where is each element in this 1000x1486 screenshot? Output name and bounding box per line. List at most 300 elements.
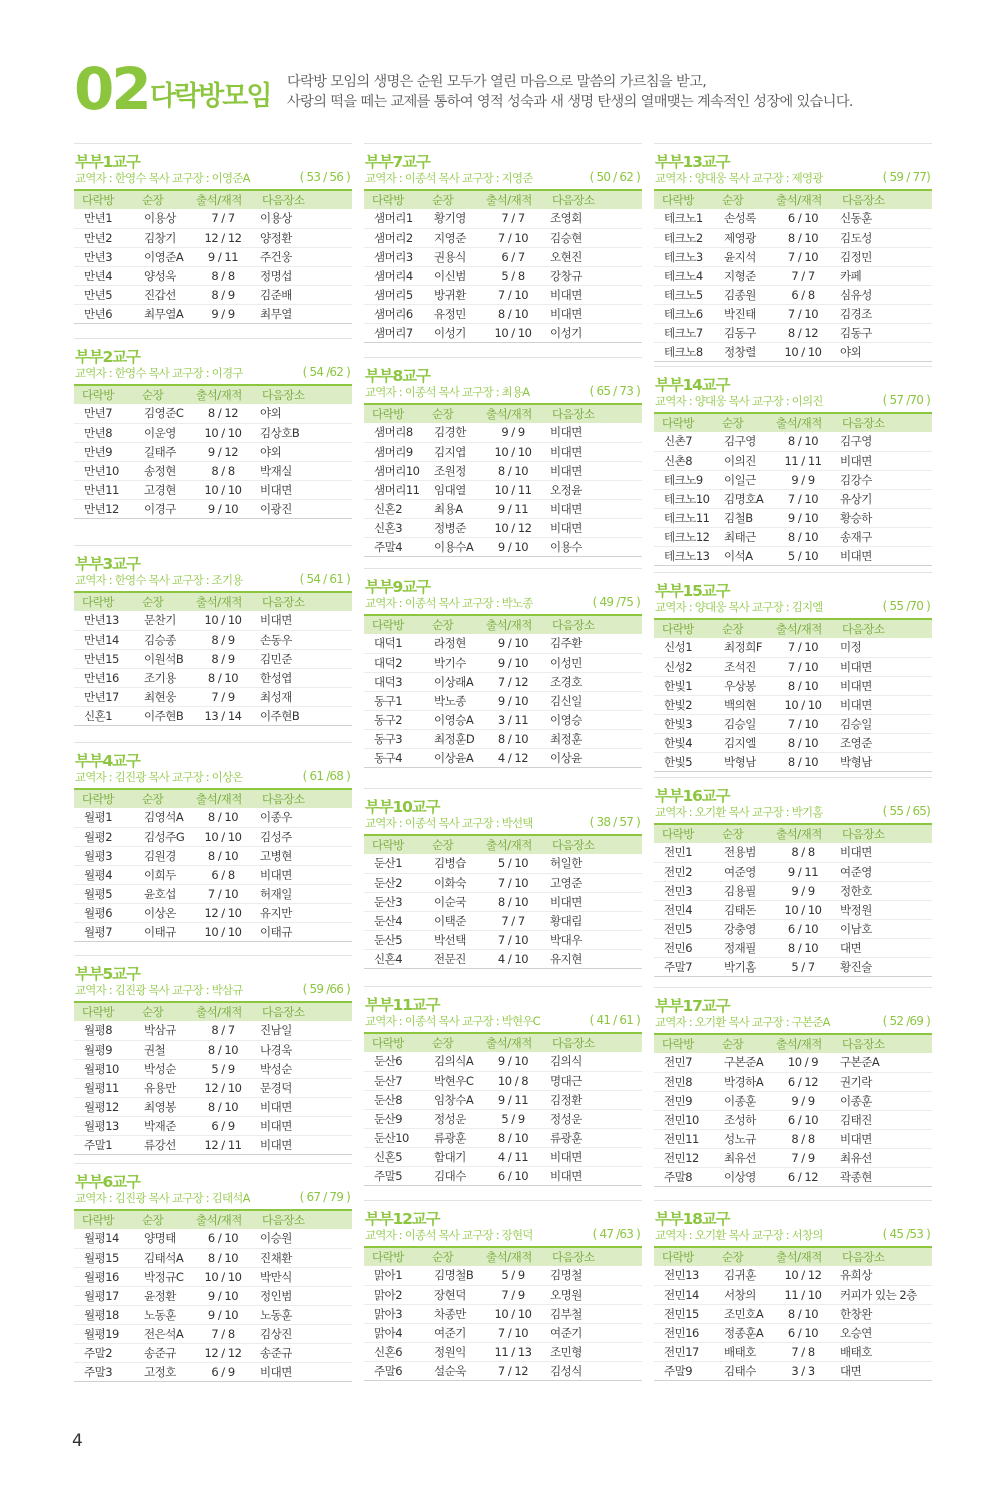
district-staff: 교역자 : 양대웅 목사 교구장 : 김지엘 xyxy=(655,600,823,614)
cell-leader: 고경현 xyxy=(134,480,192,499)
district-info xyxy=(364,170,642,189)
cell-room: 만년8 xyxy=(74,423,134,442)
cell-next-place: 비대면 xyxy=(834,1129,932,1148)
table-row xyxy=(654,266,932,285)
header-next-place: 다음장소 xyxy=(834,1247,932,1266)
cell-leader: 김지엘 xyxy=(714,733,772,752)
table-row xyxy=(74,247,352,266)
table-row xyxy=(74,1021,352,1040)
cell-next-place: 이주현B xyxy=(254,706,352,725)
header-attendance: 출석/재적 xyxy=(192,1210,254,1229)
cell-leader: 우상봉 xyxy=(714,676,772,695)
cell-next-place: 송재구 xyxy=(834,527,932,546)
cell-next-place: 야외 xyxy=(254,442,352,461)
cell-room: 전민13 xyxy=(654,1266,714,1285)
district-title: 부부12교구 xyxy=(364,1200,642,1227)
cell-attendance: 9 / 11 xyxy=(482,1090,544,1109)
cell-next-place: 황대림 xyxy=(544,911,642,930)
table-row xyxy=(654,657,932,676)
cell-leader: 김태수 xyxy=(714,1361,772,1380)
district-block xyxy=(654,1200,932,1381)
header-leader: 순장 xyxy=(714,619,772,638)
cell-leader: 윤정환 xyxy=(134,1286,192,1305)
cell-next-place: 이남호 xyxy=(834,919,932,938)
cell-leader: 김원경 xyxy=(134,846,192,865)
cell-attendance: 8 / 10 xyxy=(192,1097,254,1116)
cell-leader: 류광훈 xyxy=(424,1128,482,1147)
table-row xyxy=(654,451,932,470)
cell-attendance: 6 / 10 xyxy=(772,1323,834,1342)
cell-leader: 유용만 xyxy=(134,1078,192,1097)
cell-next-place: 나경욱 xyxy=(254,1040,352,1059)
cell-leader: 지영준 xyxy=(424,228,482,247)
cell-room: 만년10 xyxy=(74,461,134,480)
cell-attendance: 8 / 10 xyxy=(772,1304,834,1323)
cell-room: 대덕1 xyxy=(364,634,424,653)
cell-leader: 임대열 xyxy=(424,480,482,499)
header-next-place: 다음장소 xyxy=(834,1034,932,1053)
cell-next-place: 허일한 xyxy=(544,854,642,873)
cell-room: 둔산6 xyxy=(364,1052,424,1071)
header-leader: 순장 xyxy=(134,592,192,611)
district-info xyxy=(364,595,642,614)
district-info xyxy=(654,599,932,618)
table-row xyxy=(654,489,932,508)
table-row xyxy=(654,1053,932,1072)
cell-next-place: 박형남 xyxy=(834,752,932,771)
table-row xyxy=(654,1072,932,1091)
cell-attendance: 8 / 10 xyxy=(192,1040,254,1059)
cell-leader: 양성욱 xyxy=(134,266,192,285)
district-staff: 교역자 : 오기환 목사 교구장 : 박기홈 xyxy=(655,805,823,819)
district-staff: 교역자 : 이종석 목사 교구장 : 박현우C xyxy=(365,1014,540,1028)
cell-next-place: 양정환 xyxy=(254,228,352,247)
cell-attendance: 8 / 10 xyxy=(192,1248,254,1267)
cell-attendance: 13 / 14 xyxy=(192,706,254,725)
header-attendance: 출석/재적 xyxy=(772,824,834,843)
cell-attendance: 9 / 10 xyxy=(772,508,834,527)
header-attendance: 출석/재적 xyxy=(482,1247,544,1266)
cell-room: 전민11 xyxy=(654,1129,714,1148)
cell-attendance: 8 / 10 xyxy=(772,752,834,771)
table-row xyxy=(654,1091,932,1110)
table-row xyxy=(364,1128,642,1147)
cell-leader: 이용수A xyxy=(424,537,482,556)
district-info xyxy=(74,769,352,788)
cell-next-place: 김승현 xyxy=(544,228,642,247)
header-attendance: 출석/재적 xyxy=(192,385,254,404)
cell-leader: 이영준A xyxy=(134,247,192,266)
cell-attendance: 6 / 8 xyxy=(192,865,254,884)
cell-next-place: 비대면 xyxy=(254,1116,352,1135)
cell-next-place: 김성식 xyxy=(544,1361,642,1380)
cell-leader: 서창의 xyxy=(714,1285,772,1304)
header-next-place: 다음장소 xyxy=(834,413,932,432)
cell-leader: 김용필 xyxy=(714,881,772,900)
cell-next-place: 김정민 xyxy=(834,247,932,266)
table-row xyxy=(364,1285,642,1304)
cell-next-place: 김주환 xyxy=(544,634,642,653)
header-room: 다락방 xyxy=(654,1034,714,1053)
cell-next-place: 한창완 xyxy=(834,1304,932,1323)
cell-attendance: 10 / 10 xyxy=(772,342,834,361)
district-attendance-ratio: ( 53 / 56 ) xyxy=(299,170,350,184)
district-info xyxy=(74,982,352,1001)
cell-attendance: 9 / 9 xyxy=(772,470,834,489)
cell-room: 둔산4 xyxy=(364,911,424,930)
cell-leader: 박경하A xyxy=(714,1072,772,1091)
table-row xyxy=(364,323,642,342)
header-room: 다락방 xyxy=(654,413,714,432)
cell-attendance: 9 / 9 xyxy=(772,1091,834,1110)
header-leader: 순장 xyxy=(134,789,192,808)
table-header-row xyxy=(74,1210,352,1229)
cell-room: 신혼6 xyxy=(364,1342,424,1361)
table-row xyxy=(364,672,642,691)
cell-next-place: 여준영 xyxy=(834,862,932,881)
cell-attendance: 9 / 9 xyxy=(482,423,544,442)
cell-next-place: 구본준A xyxy=(834,1053,932,1072)
district-title: 부부18교구 xyxy=(654,1200,932,1227)
cell-attendance: 6 / 10 xyxy=(772,209,834,228)
header-leader: 순장 xyxy=(424,404,482,423)
cell-next-place: 곽종현 xyxy=(834,1167,932,1186)
cell-room: 둔산5 xyxy=(364,930,424,949)
cell-leader: 송정현 xyxy=(134,461,192,480)
table-row xyxy=(364,1266,642,1285)
district-info xyxy=(364,1227,642,1246)
cell-room: 동구1 xyxy=(364,691,424,710)
cell-attendance: 6 / 12 xyxy=(772,1072,834,1091)
cell-room: 샘머리2 xyxy=(364,228,424,247)
district-attendance-ratio: ( 59 / 77) xyxy=(882,170,930,184)
table-header-row xyxy=(654,1247,932,1266)
cell-next-place: 김동구 xyxy=(834,323,932,342)
cell-room: 테크노9 xyxy=(654,470,714,489)
cell-next-place: 최유선 xyxy=(834,1148,932,1167)
cell-next-place: 여준기 xyxy=(544,1323,642,1342)
cell-leader: 정재필 xyxy=(714,938,772,957)
cell-room: 대덕2 xyxy=(364,653,424,672)
district-table xyxy=(654,1246,932,1381)
district-staff: 교역자 : 이종석 목사 교구장 : 최용A xyxy=(365,385,530,399)
cell-room: 만년3 xyxy=(74,247,134,266)
cell-attendance: 10 / 10 xyxy=(772,695,834,714)
header-attendance: 출석/재적 xyxy=(772,1034,834,1053)
district-title: 부부15교구 xyxy=(654,572,932,599)
cell-leader: 정종훈A xyxy=(714,1323,772,1342)
header-room: 다락방 xyxy=(654,824,714,843)
cell-attendance: 5 / 9 xyxy=(482,1266,544,1285)
cell-leader: 김병습 xyxy=(424,854,482,873)
header-leader: 순장 xyxy=(714,1247,772,1266)
cell-leader: 최유선 xyxy=(714,1148,772,1167)
district-attendance-ratio: ( 59 /66 ) xyxy=(302,982,350,996)
cell-room: 테크노2 xyxy=(654,228,714,247)
table-row xyxy=(74,442,352,461)
cell-next-place: 정인범 xyxy=(254,1286,352,1305)
district-attendance-ratio: ( 52 /69 ) xyxy=(882,1014,930,1028)
cell-leader: 최태근 xyxy=(714,527,772,546)
cell-room: 월평19 xyxy=(74,1324,134,1343)
header-room: 다락방 xyxy=(364,615,424,634)
cell-leader: 이상영 xyxy=(714,1167,772,1186)
cell-attendance: 7 / 10 xyxy=(772,657,834,676)
header-next-place: 다음장소 xyxy=(254,385,352,404)
cell-leader: 조성하 xyxy=(714,1110,772,1129)
cell-room: 월평9 xyxy=(74,1040,134,1059)
table-header-row xyxy=(74,190,352,209)
cell-next-place: 김경조 xyxy=(834,304,932,323)
table-row xyxy=(654,1266,932,1285)
cell-room: 샘머리8 xyxy=(364,423,424,442)
cell-leader: 강충영 xyxy=(714,919,772,938)
table-row xyxy=(364,911,642,930)
cell-attendance: 7 / 9 xyxy=(482,1285,544,1304)
cell-leader: 노동훈 xyxy=(134,1305,192,1324)
cell-next-place: 박정원 xyxy=(834,900,932,919)
cell-leader: 박선택 xyxy=(424,930,482,949)
table-row xyxy=(364,1071,642,1090)
cell-attendance: 12 / 10 xyxy=(192,903,254,922)
cell-room: 월평12 xyxy=(74,1097,134,1116)
table-row xyxy=(654,862,932,881)
cell-room: 신촌7 xyxy=(654,432,714,451)
cell-next-place: 비대면 xyxy=(834,843,932,862)
section-title: 다락방모임 xyxy=(150,81,271,112)
cell-attendance: 9 / 11 xyxy=(772,862,834,881)
table-row xyxy=(74,1097,352,1116)
cell-leader: 김영석A xyxy=(134,808,192,827)
cell-room: 전민14 xyxy=(654,1285,714,1304)
cell-leader: 전은석A xyxy=(134,1324,192,1343)
cell-room: 주말7 xyxy=(654,957,714,976)
district-table xyxy=(74,384,352,519)
cell-attendance: 10 / 10 xyxy=(482,323,544,342)
district-info xyxy=(364,815,642,834)
cell-leader: 설순욱 xyxy=(424,1361,482,1380)
cell-next-place: 비대면 xyxy=(544,1166,642,1185)
cell-next-place: 야외 xyxy=(834,342,932,361)
cell-leader: 김종원 xyxy=(714,285,772,304)
cell-next-place: 김강수 xyxy=(834,470,932,489)
cell-attendance: 8 / 10 xyxy=(772,676,834,695)
cell-attendance: 7 / 9 xyxy=(192,687,254,706)
cell-next-place: 미정 xyxy=(834,638,932,657)
header-room: 다락방 xyxy=(364,1033,424,1052)
header-room: 다락방 xyxy=(364,190,424,209)
cell-room: 둔산1 xyxy=(364,854,424,873)
cell-room: 동구4 xyxy=(364,748,424,767)
cell-leader: 황기영 xyxy=(424,209,482,228)
cell-leader: 이주현B xyxy=(134,706,192,725)
header-room: 다락방 xyxy=(364,404,424,423)
district-attendance-ratio: ( 47 /63 ) xyxy=(592,1227,640,1241)
cell-attendance: 10 / 10 xyxy=(192,423,254,442)
district-staff: 교역자 : 오기환 목사 교구장 : 구본준A xyxy=(655,1015,830,1029)
district-staff: 교역자 : 김진광 목사 교구장 : 김태석A xyxy=(75,1191,250,1205)
table-row xyxy=(74,687,352,706)
cell-room: 신성2 xyxy=(654,657,714,676)
table-row xyxy=(74,1229,352,1248)
cell-attendance: 8 / 8 xyxy=(772,1129,834,1148)
cell-next-place: 김태진 xyxy=(834,1110,932,1129)
district-table xyxy=(654,618,932,772)
cell-room: 전민6 xyxy=(654,938,714,957)
district-table xyxy=(364,1246,642,1381)
cell-leader: 손성록 xyxy=(714,209,772,228)
cell-attendance: 9 / 10 xyxy=(482,691,544,710)
cell-room: 월평18 xyxy=(74,1305,134,1324)
cell-leader: 이운영 xyxy=(134,423,192,442)
district-block xyxy=(74,1163,352,1382)
cell-next-place: 송준규 xyxy=(254,1343,352,1362)
table-header-row xyxy=(364,190,642,209)
cell-attendance: 9 / 10 xyxy=(192,1286,254,1305)
cell-room: 테크노1 xyxy=(654,209,714,228)
cell-next-place: 김구영 xyxy=(834,432,932,451)
table-row xyxy=(654,1342,932,1361)
cell-room: 전민3 xyxy=(654,881,714,900)
cell-leader: 김창기 xyxy=(134,228,192,247)
table-row xyxy=(364,304,642,323)
cell-attendance: 8 / 10 xyxy=(772,938,834,957)
header-leader: 순장 xyxy=(714,190,772,209)
header-attendance: 출석/재적 xyxy=(482,190,544,209)
district-title: 부부2교구 xyxy=(74,338,352,365)
district-block xyxy=(654,987,932,1187)
cell-room: 만년9 xyxy=(74,442,134,461)
cell-leader: 김성주G xyxy=(134,827,192,846)
cell-next-place: 박성순 xyxy=(254,1059,352,1078)
district-block xyxy=(364,143,642,343)
table-header-row xyxy=(654,190,932,209)
cell-attendance: 9 / 11 xyxy=(192,247,254,266)
cell-next-place: 황진술 xyxy=(834,957,932,976)
table-row xyxy=(74,630,352,649)
cell-attendance: 8 / 10 xyxy=(482,304,544,323)
cell-leader: 최용A xyxy=(424,499,482,518)
cell-room: 만년1 xyxy=(74,209,134,228)
table-row xyxy=(74,649,352,668)
cell-next-place: 비대면 xyxy=(544,461,642,480)
cell-room: 테크노3 xyxy=(654,247,714,266)
table-row xyxy=(364,892,642,911)
cell-attendance: 7 / 10 xyxy=(482,930,544,949)
cell-room: 신혼1 xyxy=(74,706,134,725)
cell-attendance: 7 / 10 xyxy=(482,873,544,892)
table-row xyxy=(364,1147,642,1166)
table-row xyxy=(654,1285,932,1304)
cell-room: 주말8 xyxy=(654,1167,714,1186)
district-attendance-ratio: ( 54 / 61 ) xyxy=(299,572,350,586)
cell-leader: 최영봉 xyxy=(134,1097,192,1116)
page-number: 4 xyxy=(72,1431,83,1451)
table-row xyxy=(654,695,932,714)
cell-attendance: 10 / 10 xyxy=(772,900,834,919)
table-row xyxy=(654,285,932,304)
cell-room: 샘머리6 xyxy=(364,304,424,323)
table-row xyxy=(654,1304,932,1323)
district-table xyxy=(364,614,642,768)
cell-leader: 조민호A xyxy=(714,1304,772,1323)
district-staff: 교역자 : 양대웅 목사 교구장 : 이의진 xyxy=(655,394,823,408)
cell-room: 맑아3 xyxy=(364,1304,424,1323)
cell-leader: 배태호 xyxy=(714,1342,772,1361)
table-row xyxy=(654,1110,932,1129)
table-row xyxy=(74,903,352,922)
header-leader: 순장 xyxy=(424,1247,482,1266)
cell-next-place: 진채환 xyxy=(254,1248,352,1267)
district-info xyxy=(654,1227,932,1246)
table-row xyxy=(654,247,932,266)
cell-attendance: 11 / 11 xyxy=(772,451,834,470)
cell-leader: 제영광 xyxy=(714,228,772,247)
cell-attendance: 10 / 10 xyxy=(482,442,544,461)
cell-room: 주말3 xyxy=(74,1362,134,1381)
cell-leader: 방귀환 xyxy=(424,285,482,304)
cell-attendance: 7 / 7 xyxy=(482,911,544,930)
district-staff: 교역자 : 한영수 목사 교구장 : 조기용 xyxy=(75,573,243,587)
cell-next-place: 황승하 xyxy=(834,508,932,527)
cell-next-place: 야외 xyxy=(254,404,352,423)
cell-attendance: 6 / 9 xyxy=(192,1116,254,1135)
cell-next-place: 비대면 xyxy=(254,480,352,499)
cell-attendance: 8 / 7 xyxy=(192,1021,254,1040)
cell-leader: 김영준C xyxy=(134,404,192,423)
header-next-place: 다음장소 xyxy=(254,190,352,209)
section-description xyxy=(287,72,853,112)
cell-attendance: 3 / 3 xyxy=(772,1361,834,1380)
cell-next-place: 유지만 xyxy=(254,903,352,922)
cell-attendance: 8 / 9 xyxy=(192,630,254,649)
cell-attendance: 8 / 10 xyxy=(772,527,834,546)
cell-attendance: 10 / 12 xyxy=(482,518,544,537)
cell-room: 만년12 xyxy=(74,499,134,518)
cell-room: 샘머리9 xyxy=(364,442,424,461)
cell-leader: 이화숙 xyxy=(424,873,482,892)
cell-attendance: 8 / 10 xyxy=(772,432,834,451)
cell-leader: 김구영 xyxy=(714,432,772,451)
cell-room: 테크노8 xyxy=(654,342,714,361)
header-room: 다락방 xyxy=(364,1247,424,1266)
cell-room: 주말4 xyxy=(364,537,424,556)
table-row xyxy=(654,1361,932,1380)
cell-next-place: 이용수 xyxy=(544,537,642,556)
cell-next-place: 비대면 xyxy=(834,451,932,470)
cell-leader: 이성기 xyxy=(424,323,482,342)
district-attendance-ratio: ( 38 / 57 ) xyxy=(589,815,640,829)
header-attendance: 출석/재적 xyxy=(772,413,834,432)
district-block xyxy=(364,1200,642,1381)
table-row xyxy=(654,470,932,489)
cell-next-place: 비대면 xyxy=(254,1097,352,1116)
cell-leader: 김의식A xyxy=(424,1052,482,1071)
cell-attendance: 6 / 10 xyxy=(772,919,834,938)
table-row xyxy=(74,922,352,941)
cell-next-place: 고영준 xyxy=(544,873,642,892)
cell-next-place: 최성재 xyxy=(254,687,352,706)
table-row xyxy=(654,1129,932,1148)
cell-leader: 윤호섭 xyxy=(134,884,192,903)
table-row xyxy=(74,1135,352,1154)
cell-room: 만년14 xyxy=(74,630,134,649)
cell-attendance: 12 / 10 xyxy=(192,1078,254,1097)
table-row xyxy=(74,808,352,827)
district-info xyxy=(74,572,352,591)
table-row xyxy=(364,691,642,710)
district-attendance-ratio: ( 45 /53 ) xyxy=(882,1227,930,1241)
